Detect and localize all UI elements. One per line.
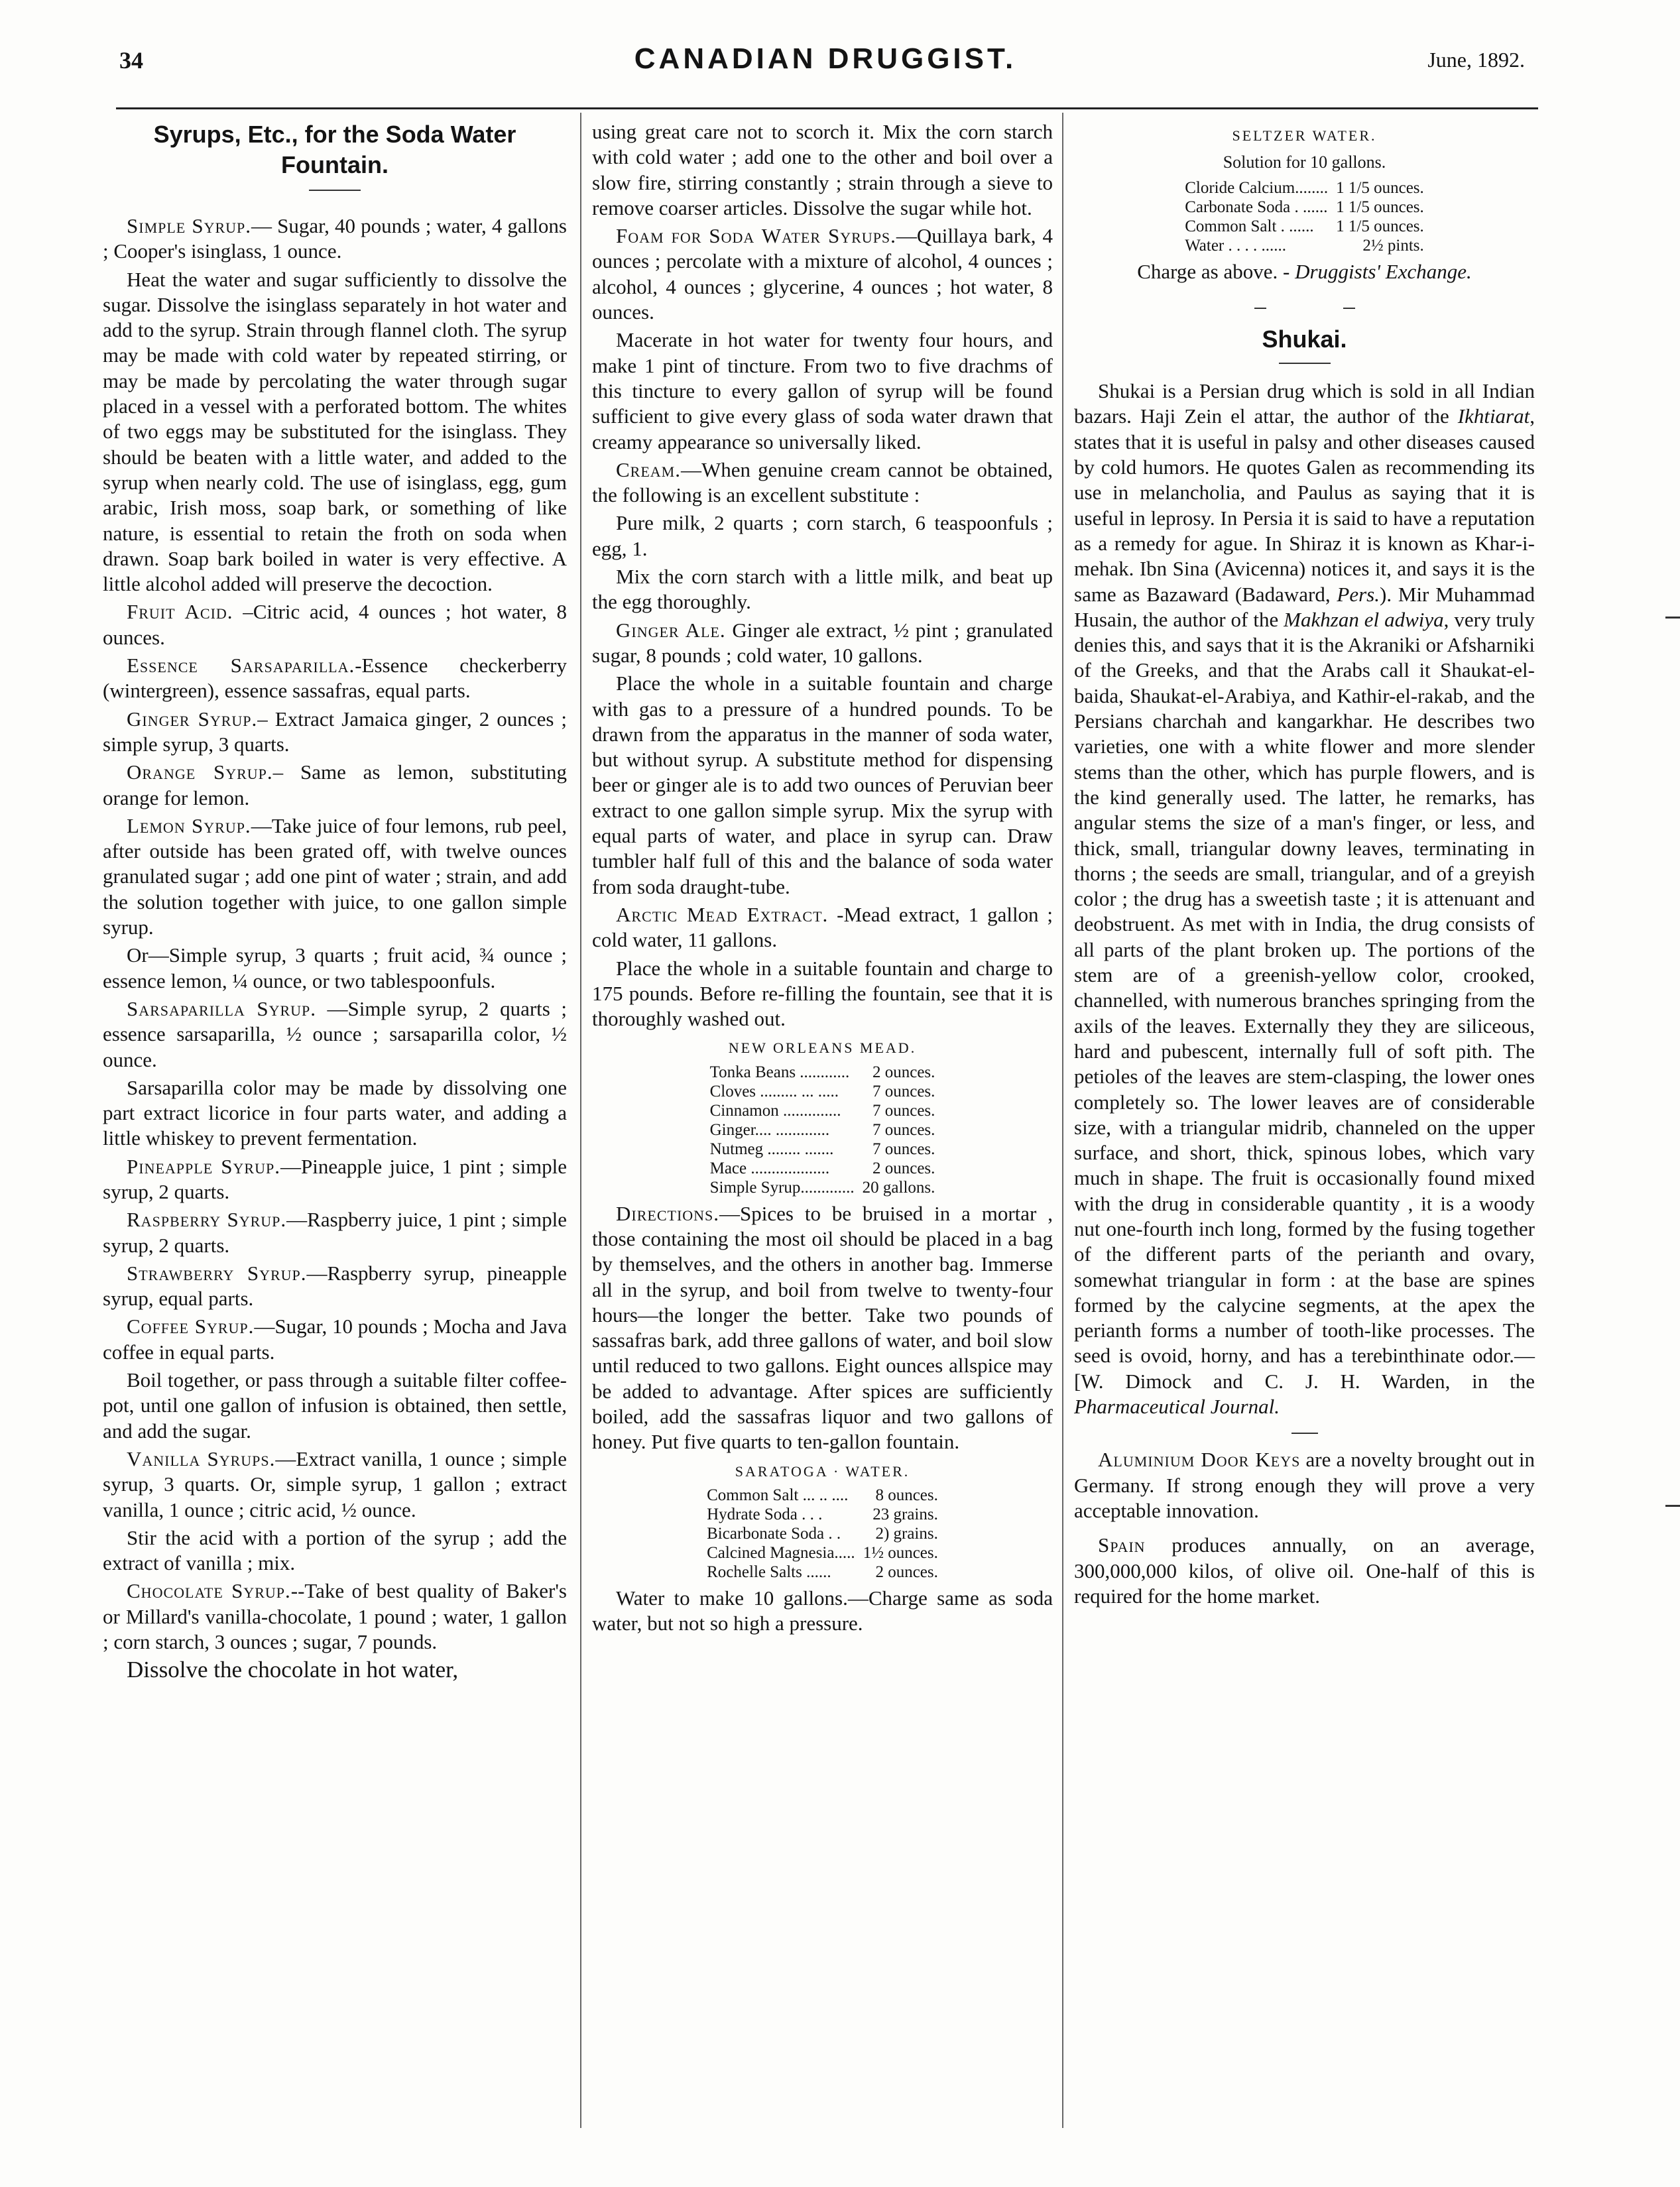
recipe-row bbox=[706, 1120, 939, 1140]
paragraph-sarsaparilla-syrup bbox=[103, 996, 567, 1073]
ingredient: Common Salt ... .. .... bbox=[707, 1486, 849, 1504]
recipe-row bbox=[1181, 178, 1428, 198]
recipe-row bbox=[706, 1159, 939, 1178]
issue-date: June, 1892. bbox=[1427, 48, 1525, 72]
note-text: Charge as above. bbox=[1137, 259, 1278, 283]
paragraph-text: are a novelty brought out in Germany. If strong enough they will prove a very acceptable innovation. bbox=[1074, 1448, 1535, 1522]
quantity: 1 1/5 ounces. bbox=[1336, 217, 1424, 235]
recipe-row bbox=[706, 1140, 939, 1159]
run-in-head: Lemon Syrup. bbox=[127, 813, 251, 837]
ingredient: Tonka Beans ............ bbox=[709, 1063, 850, 1081]
run-in-head: Ginger Syrup. bbox=[127, 707, 258, 731]
paragraph-text: —Sugar, 10 pounds ; Mocha and Java coffee in equal parts. bbox=[103, 1315, 567, 1364]
paragraph: Place the whole in a suitable fountain and charge to 175 pounds. Before re-filling the fountain, see that it is thoroughly washed out. bbox=[592, 956, 1053, 1031]
paragraph-text: – Extract Jamaica ginger, 2 ounces ; simple syrup, 3 quarts. bbox=[103, 707, 567, 756]
paragraph-directions bbox=[592, 1201, 1053, 1455]
article-heading-shukai: Shukai. bbox=[1262, 325, 1347, 353]
recipe-title-seltzer: SELTZER WATER. bbox=[1232, 127, 1377, 144]
paragraph-ginger-ale bbox=[592, 618, 1053, 669]
recipe-row bbox=[1181, 236, 1428, 255]
seltzer-note bbox=[1074, 259, 1535, 284]
recipe-title-mead: NEW ORLEANS MEAD. bbox=[728, 1039, 917, 1057]
recipe-row bbox=[706, 1101, 939, 1120]
paragraph-text: – Same as lemon, substituting orange for lemon. bbox=[103, 760, 568, 809]
ingredient: Cinnamon .............. bbox=[709, 1101, 841, 1120]
page-number: 34 bbox=[119, 47, 143, 74]
run-in-head: Cream. bbox=[616, 457, 681, 481]
run-in-head: Orange Syrup. bbox=[127, 760, 273, 784]
ingredient: Calcined Magnesia..... bbox=[707, 1543, 855, 1562]
run-in-head: Ginger Ale. bbox=[616, 618, 726, 642]
run-in-head: Coffee Syrup. bbox=[127, 1315, 255, 1338]
paragraph-text: —Raspberry syrup, pineapple syrup, equal parts. bbox=[103, 1261, 568, 1311]
section-separator bbox=[1074, 294, 1535, 319]
paragraph-shukai bbox=[1074, 379, 1535, 1419]
quantity: 1½ ounces. bbox=[863, 1543, 938, 1562]
run-in-head: Foam for Soda Water Syrups. bbox=[616, 224, 896, 248]
paragraph-text: —Spices to be bruised in a mortar , those containing the most oil should be placed in a bag by themselves, and the others in another bag. Immerse all in the syrup, and boil from twelve to twenty-four hours—the longer the better. Take two pounds of sassafras bark, add three gallons of water, and boil slow until reduced to two gallons. Eight ounces allspice may be added to advantage. After spices are sufficiently boiled, add the sassafras liquor and two gallons of honey. Put five quarts to ten-gallon fountain. bbox=[592, 1201, 1053, 1454]
ingredient: Common Salt . ...... bbox=[1185, 217, 1314, 235]
header-rule bbox=[116, 107, 1538, 109]
recipe-row bbox=[703, 1486, 942, 1505]
paragraph-text: --Take of best quality of Baker's or Millard's vanilla-chocolate, 1 pound ; water, 1 gallon ; corn starch, 3 ounces ; sugar, 7 pounds. bbox=[103, 1579, 567, 1654]
paragraph: Place the whole in a suitable fountain and charge with gas to a pressure of a hundred pounds. To be drawn from the apparatus in the manner of soda water, but without syrup. A substitute method for dispensing beer or ginger ale is to add two ounces of Peruvian beer extract to one gallon simple syrup. Mix the syrup with equal parts of water, and place in syrup can. Draw tumbler half full of this and the balance of soda water from soda draught-tube. bbox=[592, 672, 1053, 898]
recipe-subtitle-seltzer: Solution for 10 gallons. bbox=[1223, 152, 1386, 172]
paragraph-foam bbox=[592, 223, 1053, 325]
quantity: 23 grains. bbox=[872, 1505, 938, 1523]
paragraph-raspberry-syrup bbox=[103, 1207, 567, 1258]
paragraph: Dissolve the chocolate in hot water, bbox=[127, 1657, 459, 1683]
article-heading-syrups: Syrups, Etc., for the Soda Water Fountain. bbox=[153, 121, 516, 178]
paragraph-text: —Extract vanilla, 1 ounce ; simple syrup, 3 quarts. Or, simple syrup, 1 gallon ; extract vanilla, 1 ounce ; citric acid, ½ ounce. bbox=[103, 1447, 567, 1521]
paragraph: Heat the water and sugar sufficiently to dissolve the sugar. Dissolve the isinglass separately in hot water and add to the syrup. Strain through flannel cloth. The syrup may be made with cold water by repeated stirring, or may be made by percolating the water through sugar placed in a vessel with a perforated bottom. The whites of two eggs may be substituted for the isinglass. They should be beaten with a little water, and added to the syrup when nearly cold. The use of isinglass, egg, gum arabic, Irish moss, soap bark, or something of like nature, is essential to retain the froth on soda when drawn. Soap bark boiled in water is very effective. A little alcohol added will preserve the decoction. bbox=[103, 267, 567, 596]
quantity: 1 1/5 ounces. bbox=[1336, 198, 1424, 216]
recipe-row bbox=[706, 1063, 939, 1082]
quantity: 2½ pints. bbox=[1362, 236, 1424, 255]
run-in-head: Spain bbox=[1098, 1533, 1146, 1557]
recipe-row bbox=[1181, 198, 1428, 217]
paragraph-text: —When genuine cream cannot be obtained, the following is an excellent substitute : bbox=[592, 457, 1053, 507]
run-in-head: Sarsaparilla Syrup. bbox=[127, 996, 316, 1020]
ingredient: Carbonate Soda . ...... bbox=[1185, 198, 1328, 216]
italic-title: Makhzan el adwiya bbox=[1284, 607, 1444, 631]
paragraph-strawberry-syrup bbox=[103, 1261, 567, 1312]
run-in-head: Arctic Mead Extract. bbox=[616, 902, 829, 926]
paragraph-text: -Essence checkerberry (wintergreen), essence sassafras, equal parts. bbox=[103, 654, 568, 703]
paragraph: Or—Simple syrup, 3 quarts ; fruit acid, ¾ ounce ; essence lemon, ¼ ounce, or two tablespoonfuls. bbox=[103, 943, 567, 992]
paragraph: Macerate in hot water for twenty four hours, and make 1 pint of tincture. From two to five drachms of this tincture to every gallon of syrup will be found sufficient to give every glass of soda water drawn that creamy appearance so universally liked. bbox=[592, 328, 1053, 453]
run-in-head: Aluminium Door Keys bbox=[1098, 1448, 1301, 1472]
section-separator bbox=[1291, 1433, 1318, 1434]
paragraph-coffee-syrup bbox=[103, 1314, 567, 1365]
paragraph-text: —Quillaya bark, 4 ounces ; percolate with a mixture of alcohol, 4 ounces ; alcohol, 4 ounces ; glycerine, 4 ounces ; hot water, 8 ounces. bbox=[592, 224, 1053, 324]
run-in-head: Vanilla Syrups. bbox=[127, 1447, 276, 1470]
paragraph-text: — Sugar, 40 pounds ; water, 4 gallons ; Cooper's isinglass, 1 ounce. bbox=[103, 214, 567, 263]
quantity: 2 ounces. bbox=[872, 1063, 935, 1081]
recipe-table-seltzer bbox=[1181, 178, 1428, 255]
paragraph: Boil together, or pass through a suitable filter coffee-pot, until one gallon of infusion is obtained, then settle, and add the sugar. bbox=[103, 1368, 567, 1443]
recipe-table-saratoga bbox=[703, 1486, 942, 1582]
paragraph-arctic-mead bbox=[592, 902, 1053, 953]
run-in-head: Essence Sarsaparilla. bbox=[127, 654, 355, 678]
margin-mark bbox=[1665, 1505, 1680, 1507]
page-header bbox=[113, 41, 1538, 81]
paragraph-spain-olive-oil bbox=[1074, 1533, 1535, 1609]
paragraph-fruit-acid bbox=[103, 599, 567, 650]
ingredient: Bicarbonate Soda . . bbox=[707, 1524, 841, 1543]
paragraph-vanilla-syrups bbox=[103, 1447, 567, 1523]
italic-title: Ikhtiarat bbox=[1457, 404, 1530, 428]
quantity: 2) grains. bbox=[875, 1524, 938, 1543]
ingredient: Nutmeg ........ ....... bbox=[709, 1140, 834, 1158]
run-in-head: Directions. bbox=[616, 1201, 720, 1225]
recipe-row bbox=[703, 1524, 942, 1543]
recipe-row bbox=[703, 1563, 942, 1582]
ingredient: Rochelle Salts ...... bbox=[707, 1563, 831, 1581]
paragraph-text: , states that it is useful in palsy and other diseases caused by cold humors. He quotes Galen as recommending its use in melancholia, and Paulus as saying that it is useful in leprosy. In Persia it is said to have a reputation as a remedy for ague. In Shiraz it is known as Khar-i-mehak. Ibn Sina (Avicenna) notices it, and says it is the same as Bazaward (Badaward, bbox=[1074, 404, 1535, 606]
quantity: 20 gallons. bbox=[862, 1178, 935, 1197]
paragraph-orange-syrup bbox=[103, 760, 567, 811]
paragraph-essence-sarsaparilla bbox=[103, 653, 567, 704]
recipe-row bbox=[706, 1178, 939, 1197]
quantity: 2 ounces. bbox=[872, 1159, 935, 1177]
paragraph: Sarsaparilla color may be made by dissolving one part extract licorice in four parts water, and adding a little whiskey to prevent fermentation. bbox=[103, 1075, 567, 1150]
paragraph-cream bbox=[592, 457, 1053, 508]
ingredient: Cloride Calcium........ bbox=[1185, 178, 1329, 197]
column-1 bbox=[103, 119, 567, 1686]
ingredient: Mace ................... bbox=[709, 1159, 830, 1177]
ingredient: Hydrate Soda . . . bbox=[707, 1505, 823, 1523]
recipe-row bbox=[706, 1082, 939, 1101]
ingredient: Cloves ......... ... ..... bbox=[709, 1082, 839, 1100]
run-in-head: Raspberry Syrup. bbox=[127, 1208, 287, 1232]
paragraph-aluminium-keys bbox=[1074, 1447, 1535, 1523]
quantity: 7 ounces. bbox=[872, 1120, 935, 1139]
quantity: 8 ounces. bbox=[875, 1486, 938, 1504]
source-citation: - Druggists' Exchange. bbox=[1278, 259, 1472, 283]
recipe-title-saratoga: SARATOGA · WATER. bbox=[735, 1462, 910, 1480]
column-3 bbox=[1074, 119, 1535, 1612]
paragraph-text: —Simple syrup, 2 quarts ; essence sarsaparilla, ½ ounce ; sarsaparilla color, ½ ounce. bbox=[103, 996, 567, 1071]
recipe-row bbox=[703, 1505, 942, 1524]
paragraph-text: , very truly denies this, and says that it is the Akraniki or Afsharniki of the Greeks, and that the Arabs call it Shaukat-el-baida, Shaukat-el-Arabiya, and Kathir-el-rakab, and the Persians charchah and kangarkhar. He describes two varieties, one with a white flower and more slender stems than the other, which has purple flowers, and is the kind generally used. The latter, he remarks, has angular stems the size of a man's finger, or less, and thick, small, triangular downy leaves, terminating in thorns ; the seeds are small, triangular, and of a greyish color ; the drug has a sweetish taste ; it is attenuant and deobstruent. As met with in India, the drug consists of all parts of the plant broken up. The portions of the stem are of a greenish-yellow color, crooked, channelled, with numerous branches springing from the axils of the leaves. Externally they they are siliceous, hard and pubescent, internally full of soft pith. The petioles of the leaves are stem-clasping, the lower ones completely so. The lower leaves are of considerable size, with a triangular midrib, channeled on the upper surface, and short, thick, spinous lobes, which vary much in shape. The fruit is occasionally found mixed with the drug in considerable quantity , it is a woody nut one-fourth inch long, formed by the fusing together of the different parts of the perianth and ovary, somewhat triangular in form : at the base are spines formed by the calycine segments, at the apex the perianth forms a number of tooth-like processes. The seed is ovoid, horny, and has a terebinthinate odor.—[W. Dimock and C. J. H. Warden, in the bbox=[1074, 607, 1535, 1393]
paragraph-text: -Mead extract, 1 gallon ; cold water, 11 gallons. bbox=[592, 902, 1053, 952]
recipe-row bbox=[703, 1543, 942, 1563]
quantity: 2 ounces. bbox=[875, 1563, 938, 1581]
run-in-head: Pineapple Syrup. bbox=[127, 1154, 280, 1178]
ingredient: Ginger.... ............. bbox=[709, 1120, 830, 1139]
quantity: 7 ounces. bbox=[872, 1140, 935, 1158]
recipe-table-mead bbox=[706, 1063, 939, 1197]
column-divider bbox=[580, 113, 581, 2128]
ingredient: Water . . . . ...... bbox=[1185, 236, 1287, 255]
italic-title: Pharmaceutical Journal. bbox=[1074, 1395, 1280, 1419]
journal-title: CANADIAN DRUGGIST. bbox=[634, 42, 1017, 75]
quantity: 7 ounces. bbox=[872, 1082, 935, 1100]
paragraph-lemon-syrup bbox=[103, 813, 567, 940]
run-in-head: Fruit Acid. bbox=[127, 600, 233, 624]
paragraph: Stir the acid with a portion of the syrup ; add the extract of vanilla ; mix. bbox=[103, 1525, 567, 1575]
paragraph: Pure milk, 2 quarts ; corn starch, 6 teaspoonfuls ; egg, 1. bbox=[592, 511, 1053, 560]
paragraph: Mix the corn starch with a little milk, and beat up the egg thoroughly. bbox=[592, 565, 1053, 614]
ingredient: Simple Syrup............. bbox=[709, 1178, 855, 1197]
quantity: 7 ounces. bbox=[872, 1101, 935, 1120]
quantity: 1 1/5 ounces. bbox=[1336, 178, 1424, 197]
paragraph-text: –Citric acid, 4 ounces ; hot water, 8 ounces. bbox=[103, 600, 567, 649]
run-in-head: Strawberry Syrup. bbox=[127, 1261, 307, 1285]
italic-abbrev: Pers. bbox=[1337, 582, 1380, 606]
paragraph: using great care not to scorch it. Mix the corn starch with cold water ; add one to the other and boil over a slow fire, stirring constantly ; strain through a sieve to remove coarser articles. Dissolve the sugar while hot. bbox=[592, 120, 1053, 219]
paragraph-text: —Raspberry juice, 1 pint ; simple syrup, 2 quarts. bbox=[103, 1208, 567, 1257]
heading-rule bbox=[1279, 363, 1331, 364]
recipe-row bbox=[1181, 217, 1428, 236]
paragraph-simple-syrup bbox=[103, 213, 567, 265]
paragraph-ginger-syrup bbox=[103, 707, 567, 758]
run-in-head: Simple Syrup. bbox=[127, 214, 251, 237]
heading-rule bbox=[309, 190, 361, 191]
run-in-head: Chocolate Syrup. bbox=[127, 1579, 291, 1603]
paragraph-text: ). Mir Muhammad Husain, the author of the bbox=[1074, 582, 1535, 631]
paragraph-pineapple-syrup bbox=[103, 1154, 567, 1205]
paragraph: Water to make 10 gallons.—Charge same as soda water, but not so high a pressure. bbox=[592, 1586, 1053, 1635]
paragraph-text: Ginger ale extract, ½ pint ; granulated sugar, 8 pounds ; cold water, 10 gallons. bbox=[592, 618, 1053, 667]
paragraph-text: —Pineapple juice, 1 pint ; simple syrup, 2 quarts. bbox=[103, 1154, 567, 1203]
column-2 bbox=[592, 119, 1053, 1639]
paragraph-text: produces annually, on an average, 300,000,000 kilos, of olive oil. One-half of this is required for the home market. bbox=[1074, 1533, 1535, 1608]
column-divider bbox=[1062, 113, 1063, 2128]
margin-mark bbox=[1665, 617, 1680, 619]
paragraph-text: —Take juice of four lemons, rub peel, after outside has been grated off, with twelve ounces granulated sugar ; add one pint of water ; strain, and add the solution together with juice, to one gallon simple syrup. bbox=[103, 813, 567, 939]
paragraph-chocolate-syrup bbox=[103, 1578, 567, 1655]
paragraph-text: Shukai is a Persian drug which is sold in all Indian bazars. Haji Zein el attar, the author of the bbox=[1074, 379, 1535, 428]
